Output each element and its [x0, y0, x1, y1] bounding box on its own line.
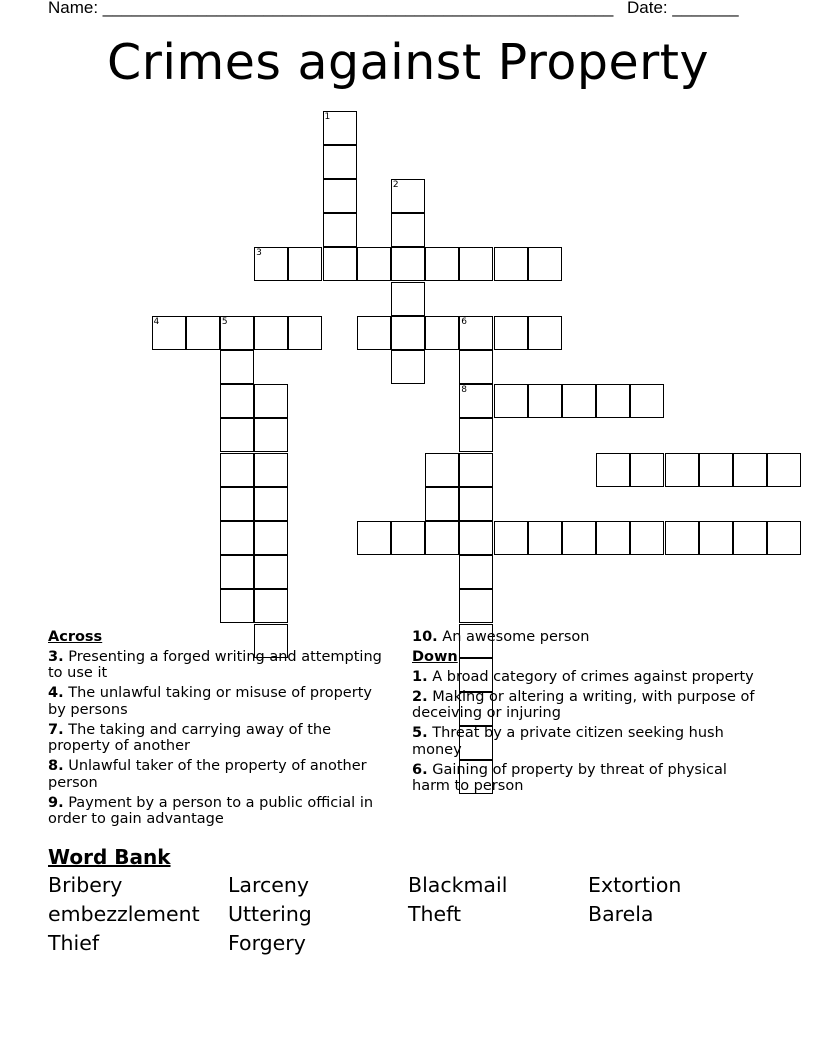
grid-cell[interactable]	[254, 589, 288, 623]
grid-cell[interactable]	[254, 316, 288, 350]
grid-cell[interactable]	[220, 589, 254, 623]
grid-cell[interactable]	[425, 521, 459, 555]
grid-cell[interactable]	[425, 453, 459, 487]
clue-number: 3.	[48, 648, 64, 665]
grid-cell[interactable]	[630, 453, 664, 487]
cell-number: 4	[153, 316, 160, 327]
clue-item	[412, 725, 762, 758]
clue-item	[48, 649, 393, 682]
grid-cell[interactable]	[220, 350, 254, 384]
down-clue-list	[412, 669, 762, 795]
clue-number: 6.	[412, 761, 428, 778]
word-bank-word: Blackmail	[408, 873, 508, 897]
cell-number: 5	[221, 316, 228, 327]
down-heading: Down	[412, 649, 458, 665]
grid-cell[interactable]	[254, 555, 288, 589]
clue-text: Threat by a private citizen seeking hush money	[412, 725, 724, 758]
grid-cell[interactable]	[391, 247, 425, 281]
grid-cell[interactable]	[699, 453, 733, 487]
clue-item	[48, 722, 393, 755]
word-bank-word: Bribery	[48, 873, 123, 897]
grid-cell[interactable]	[459, 487, 493, 521]
grid-cell[interactable]	[254, 384, 288, 418]
clues-left-column	[48, 629, 393, 831]
grid-cell[interactable]	[459, 453, 493, 487]
clue-text: Presenting a forged writing and attempting to use it	[48, 648, 382, 681]
grid-cell[interactable]	[459, 316, 493, 350]
grid-cell[interactable]	[459, 418, 493, 452]
grid-cell[interactable]	[391, 213, 425, 247]
grid-cell[interactable]	[288, 316, 322, 350]
grid-cell[interactable]	[630, 384, 664, 418]
grid-cell[interactable]	[186, 316, 220, 350]
grid-cell[interactable]	[630, 521, 664, 555]
clue-text: The unlawful taking or misuse of property by persons	[48, 685, 372, 718]
clue-item	[48, 758, 393, 791]
grid-cell[interactable]	[254, 453, 288, 487]
grid-cell[interactable]	[357, 247, 391, 281]
word-bank-word: Barela	[588, 902, 654, 926]
cell-number: 8	[461, 385, 468, 396]
word-bank-word: Uttering	[228, 902, 312, 926]
grid-cell[interactable]	[528, 316, 562, 350]
grid-cell[interactable]	[220, 453, 254, 487]
clue-number: 9.	[48, 794, 64, 811]
grid-cell[interactable]	[767, 453, 801, 487]
word-bank-word: Larceny	[228, 873, 309, 897]
cell-number: 1	[324, 111, 331, 122]
grid-cell[interactable]	[494, 247, 528, 281]
grid-cell[interactable]	[220, 384, 254, 418]
clue-text: Payment by a person to a public official in order to gain advantage	[48, 794, 374, 827]
grid-cell[interactable]	[323, 213, 357, 247]
clue-text: Gaining of property by threat of physical harm to person	[412, 761, 727, 794]
grid-cell[interactable]	[494, 316, 528, 350]
grid-cell[interactable]	[562, 521, 596, 555]
grid-cell[interactable]	[459, 555, 493, 589]
grid-cell[interactable]	[254, 521, 288, 555]
grid-cell[interactable]	[665, 453, 699, 487]
clue-item	[412, 629, 762, 646]
clue-text: Unlawful taker of the property of another person	[48, 758, 367, 791]
clue-number: 8.	[48, 758, 64, 774]
grid-cell[interactable]	[528, 384, 562, 418]
grid-cell[interactable]	[425, 487, 459, 521]
word-bank-word: Forgery	[228, 931, 306, 955]
clue-item	[412, 669, 762, 686]
page-title: Crimes against Property	[107, 34, 709, 91]
grid-cell[interactable]	[357, 521, 391, 555]
cell-number: 3	[256, 248, 262, 259]
grid-cell[interactable]	[220, 418, 254, 452]
grid-cell[interactable]	[323, 179, 357, 213]
word-bank-word: Theft	[408, 902, 462, 926]
grid-cell[interactable]	[254, 247, 288, 281]
grid-cell[interactable]	[391, 316, 425, 350]
grid-cell[interactable]	[152, 316, 186, 350]
grid-cell[interactable]	[665, 521, 699, 555]
word-bank-title: Word Bank	[48, 845, 171, 869]
grid-cell[interactable]	[288, 247, 322, 281]
clue-number: 7.	[48, 721, 64, 738]
across-clue-list	[48, 649, 393, 828]
clue-item	[412, 689, 762, 722]
clue-text: Making or altering a writing, with purpose of deceiving or injuring	[412, 688, 755, 721]
grid-cell[interactable]	[596, 521, 630, 555]
clue-number: 10.	[412, 629, 438, 645]
grid-cell[interactable]	[528, 247, 562, 281]
word-bank-word: Thief	[48, 931, 100, 955]
clue-text: A broad category of crimes against property	[427, 668, 754, 685]
grid-cell[interactable]	[459, 384, 493, 418]
grid-cell[interactable]	[494, 521, 528, 555]
grid-cell[interactable]	[220, 521, 254, 555]
grid-cell[interactable]	[391, 350, 425, 384]
clue-text: The taking and carrying away of the property of another	[48, 721, 332, 754]
clues-right-column	[412, 629, 762, 798]
cell-number: 6	[461, 316, 468, 327]
word-bank-word: embezzlement	[48, 902, 200, 926]
grid-cell[interactable]	[323, 145, 357, 179]
grid-cell[interactable]	[254, 487, 288, 521]
clue-text: An awesome person	[437, 629, 590, 645]
grid-cell[interactable]	[220, 487, 254, 521]
word-bank	[48, 872, 768, 956]
grid-cell[interactable]	[220, 555, 254, 589]
grid-cell[interactable]	[357, 316, 391, 350]
clue-item	[48, 795, 393, 828]
clue-number: 1.	[412, 668, 428, 685]
grid-cell[interactable]	[596, 453, 630, 487]
grid-cell[interactable]	[323, 247, 357, 281]
grid-cell[interactable]	[528, 521, 562, 555]
clue-number: 5.	[412, 725, 428, 741]
clue-number: 4.	[48, 685, 64, 701]
word-bank-word: Extortion	[588, 873, 682, 897]
grid-cell[interactable]	[323, 111, 357, 145]
grid-cell[interactable]	[254, 418, 288, 452]
grid-cell[interactable]	[562, 384, 596, 418]
name-field-line: Name: ______________________________________________________	[48, 0, 614, 17]
grid-cell[interactable]	[425, 247, 459, 281]
grid-cell[interactable]	[459, 521, 493, 555]
grid-cell[interactable]	[391, 521, 425, 555]
clue-item	[412, 762, 762, 795]
grid-cell[interactable]	[494, 384, 528, 418]
grid-cell[interactable]	[459, 589, 493, 623]
cell-number: 2	[392, 179, 399, 190]
grid-cell[interactable]	[425, 316, 459, 350]
grid-cell[interactable]	[733, 521, 767, 555]
grid-cell[interactable]	[391, 282, 425, 316]
grid-cell[interactable]	[596, 384, 630, 418]
grid-cell[interactable]	[220, 316, 254, 350]
grid-cell[interactable]	[699, 521, 733, 555]
grid-cell[interactable]	[459, 350, 493, 384]
grid-cell[interactable]	[459, 247, 493, 281]
grid-cell[interactable]	[391, 179, 425, 213]
clue-number: 2.	[412, 688, 428, 705]
grid-cell[interactable]	[767, 521, 801, 555]
across-clue-list-continued	[412, 629, 762, 646]
grid-cell[interactable]	[733, 453, 767, 487]
across-heading: Across	[48, 629, 103, 645]
clue-item	[48, 685, 393, 718]
date-field-line: Date: _______	[627, 0, 739, 17]
